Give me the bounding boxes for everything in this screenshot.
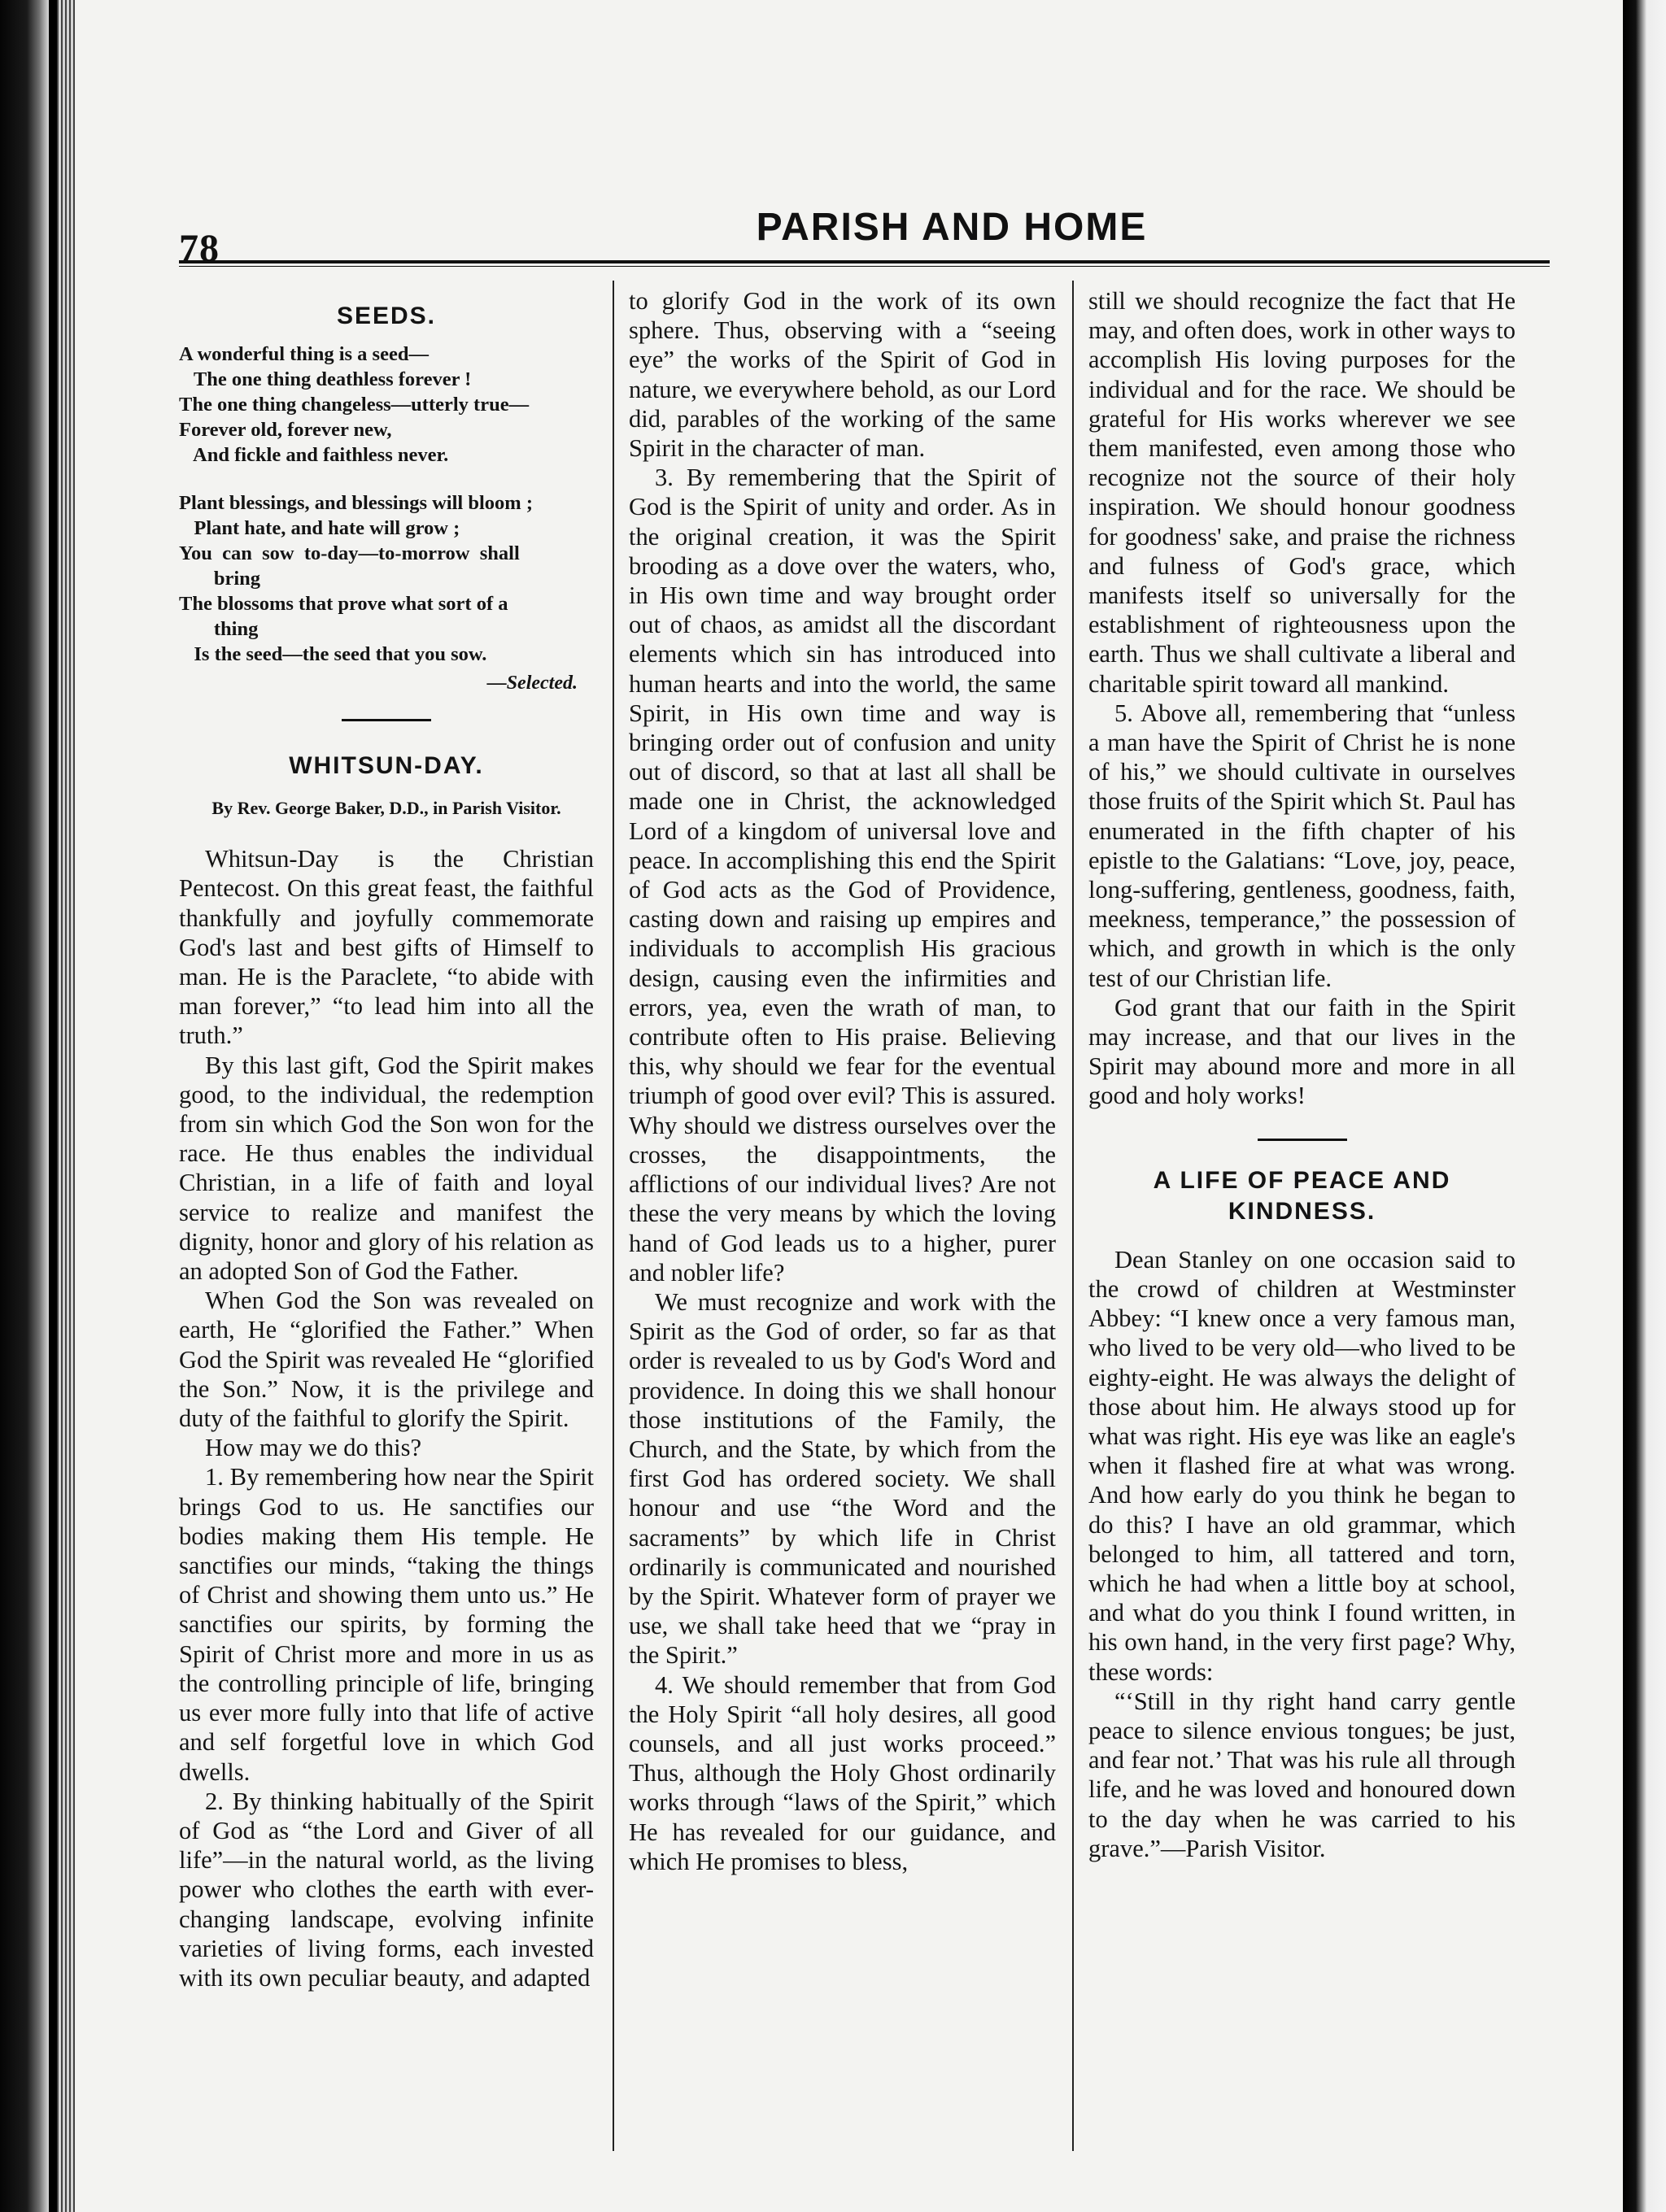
paragraph: 2. By thinking habitually of the Spirit of God as “the Lord and Giver of all life”—in the natural world, as the living power who clothes the earth with ever-changing landscape, evolving infinite varieties of living forms, each invested with its own peculiar beauty, and adapted bbox=[179, 1787, 594, 1992]
paragraph: Whitsun-Day is the Christian Pentecost. On this great feast, the faithful thankfully and joyfully commemorate God's last and best gifts of Himself to man. He is the Paraclete, “to abide with man forever,” “to lead him into all the truth.” bbox=[179, 845, 594, 1050]
paragraph: still we should recognize the fact that He may, and often does, work in other ways to accomplish His loving purposes for the individual and for the race. We should be grateful for His works wherever we see them manifested, even among those who recognize not the source of their holy inspiration. We should honour goodness for goodness' sake, and praise the richness and fulness of God's grace, which manifests itself so universally for the establishment of righteousness upon the earth. Thus we shall cultivate a liberal and charitable spirit toward all mankind. bbox=[1088, 287, 1516, 698]
paragraph: to glorify God in the work of its own sphere. Thus, observing with a “seeing eye” the works of the Spirit of God in nature, we everywhere behold, as our Lord did, parables of the working of the same Spirit in the character of man. bbox=[629, 287, 1056, 463]
paragraph: When God the Son was revealed on earth, He “glorified the Father.” When God the Spirit was revealed He “glorified the Son.” Now, it is the privilege and duty of the faithful to glorify the Spirit. bbox=[179, 1287, 594, 1433]
paragraph: How may we do this? bbox=[205, 1434, 421, 1462]
binding-shadow-left bbox=[0, 0, 49, 2212]
whitsun-title: WHITSUN-DAY. bbox=[289, 752, 484, 780]
column-rule-2 bbox=[1072, 281, 1074, 2151]
whitsun-byline: By Rev. George Baker, D.D., in Parish Visitor. bbox=[212, 798, 561, 819]
paragraph: 5. Above all, remembering that “unless a man have the Spirit of Christ he is none of his,” we should cultivate in ourselves those fruits of the Spirit which St. Paul has enumerated in the fifth chapter of his epistle to the Galatians: “Love, joy, peace, long-suffering, gentleness, goodness, faith, meekness, temperance,” the possession of which, and growth in which is the only test of our Christian life. bbox=[1088, 699, 1516, 992]
paragraph: 4. We should remember that from God the Holy Spirit “all holy desires, all good counsels, and all just works proceed.” Thus, although the Holy Ghost ordinarily works through “laws of the Spirit,” which He has revealed for our guidance, and which He promises to bless, bbox=[629, 1670, 1056, 1875]
paragraph: Dean Stanley on one occasion said to the crowd of children at Westminster Abbey: “I knew once a very famous man, who lived to be very old—who lived to be eighty-eight. He was always the delight of those about him. He always stood up for what was right. His eye was like an eagle's when it flashed fire at what was wrong. And how early do you think he began to do this? I have an old grammar, which belonged to him, all tattered and torn, which he had when a little boy at school, and what do you think I found written, in his own hand, in the very first page? Why, these words: bbox=[1088, 1245, 1516, 1686]
whitsun-body-col1 bbox=[179, 844, 594, 1992]
column-rule-1 bbox=[613, 281, 614, 2151]
page-number: 78 bbox=[179, 227, 220, 270]
scanned-page bbox=[57, 0, 1627, 2212]
paragraph: We must recognize and work with the Spirit as the God of order, so far as that order is revealed to us by God's Word and providence. In doing this we shall honour those institutions of the Family, the Church, and the State, by which from the first God has ordered society. We shall honour and use “the Word and the sacraments” by which life in Christ ordinarily is communicated and nourished by the Spirit. Whatever form of prayer we use, we shall take heed that we “pray in the Spirit.” bbox=[629, 1287, 1056, 1670]
paragraph: By this last gift, God the Spirit makes good, to the individual, the redemption from sin which God the Son won for the race. He thus enables the individual Christian, in a life of faith and loyal service to realize and manifest the dignity, honor and glory of his relation as an adopted Son of God the Father. bbox=[179, 1051, 594, 1286]
poem-line: A wonderful thing is a seed— bbox=[179, 343, 429, 365]
poem-line bbox=[179, 468, 594, 490]
poem-line: thing bbox=[179, 618, 259, 640]
seeds-poem bbox=[179, 342, 594, 667]
paragraph: 1. By remembering how near the Spirit brings God to us. He sanctifies our bodies making them His temple. He sanctifies our minds, “taking the things of Christ and showing them unto us.” He sanctifies our spirits, by forming the Spirit of Christ more and more in us as the controlling principle of life, bringing us ever more fully into that life of active and self forgetful love in which God dwells. bbox=[179, 1463, 594, 1786]
poem-line: The blossoms that prove what sort of a bbox=[179, 593, 508, 615]
poem-line: The one thing changeless—utterly true— bbox=[179, 394, 530, 416]
poem-line: And fickle and faithless never. bbox=[179, 444, 449, 466]
header-rule bbox=[179, 260, 1550, 267]
poem-line: The one thing deathless forever ! bbox=[179, 368, 472, 390]
section-divider bbox=[1258, 1139, 1347, 1141]
seeds-title: SEEDS. bbox=[336, 303, 437, 329]
section-divider bbox=[342, 719, 431, 721]
paragraph: God grant that our faith in the Spirit may increase, and that our lives in the Spirit may abound more and more in all good and holy works! bbox=[1088, 993, 1516, 1110]
binding-shadow-right bbox=[1623, 0, 1666, 2212]
poem-line: Forever old, forever new, bbox=[179, 419, 392, 441]
poem-line: bring bbox=[179, 568, 261, 590]
seeds-attribution: —Selected. bbox=[486, 673, 578, 694]
column-1 bbox=[179, 286, 594, 1992]
peace-title: A LIFE OF PEACE AND KINDNESS. bbox=[1153, 1166, 1451, 1225]
page-edge-stack bbox=[57, 0, 75, 2212]
poem-line: Is the seed—the seed that you sow. bbox=[179, 643, 487, 665]
poem-line: Plant blessings, and blessings will bloom ; bbox=[179, 492, 533, 514]
paragraph: 3. By remembering that the Spirit of God is the Spirit of unity and order. As in the original creation, it was the Spirit brooding as a dove over the waters, who, in His own time and way brought order out of chaos, as amidst all the discordant elements which sin has introduced into human hearts and into the world, the same Spirit, in His own time and way is bringing order out of confusion and unity out of discord, so that at last all shall be made one in Christ, the acknowledged Lord of a kingdom of universal love and peace. In accomplishing this end the Spirit of God acts as the God of Providence, casting down and raising up empires and individuals to accomplish His gracious design, causing even the infirmities and errors, yea, even the wrath of man, to contribute often to His praise. Believing this, why should we fear for the eventual triumph of good over evil? This is assured. Why should we distress ourselves over the crosses, the disappointments, the afflictions of our individual lives? Are not these the very means by which the loving hand of God leads us to a higher, purer and nobler life? bbox=[629, 464, 1056, 1287]
column-3 bbox=[1088, 286, 1516, 1863]
poem-line: Plant hate, and hate will grow ; bbox=[179, 517, 460, 539]
peace-body bbox=[1088, 1245, 1516, 1863]
paragraph: “‘Still in thy right hand carry gentle peace to silence envious tongues; be just, and fear not.’ That was his rule all through life, and he was loved and honoured down to the day when he was carried to his grave.”—Parish Visitor. bbox=[1088, 1687, 1516, 1862]
running-head: PARISH AND HOME bbox=[756, 206, 1148, 249]
poem-line: You can sow to-day—to-morrow shall bbox=[179, 542, 520, 564]
column-2 bbox=[629, 286, 1056, 1876]
